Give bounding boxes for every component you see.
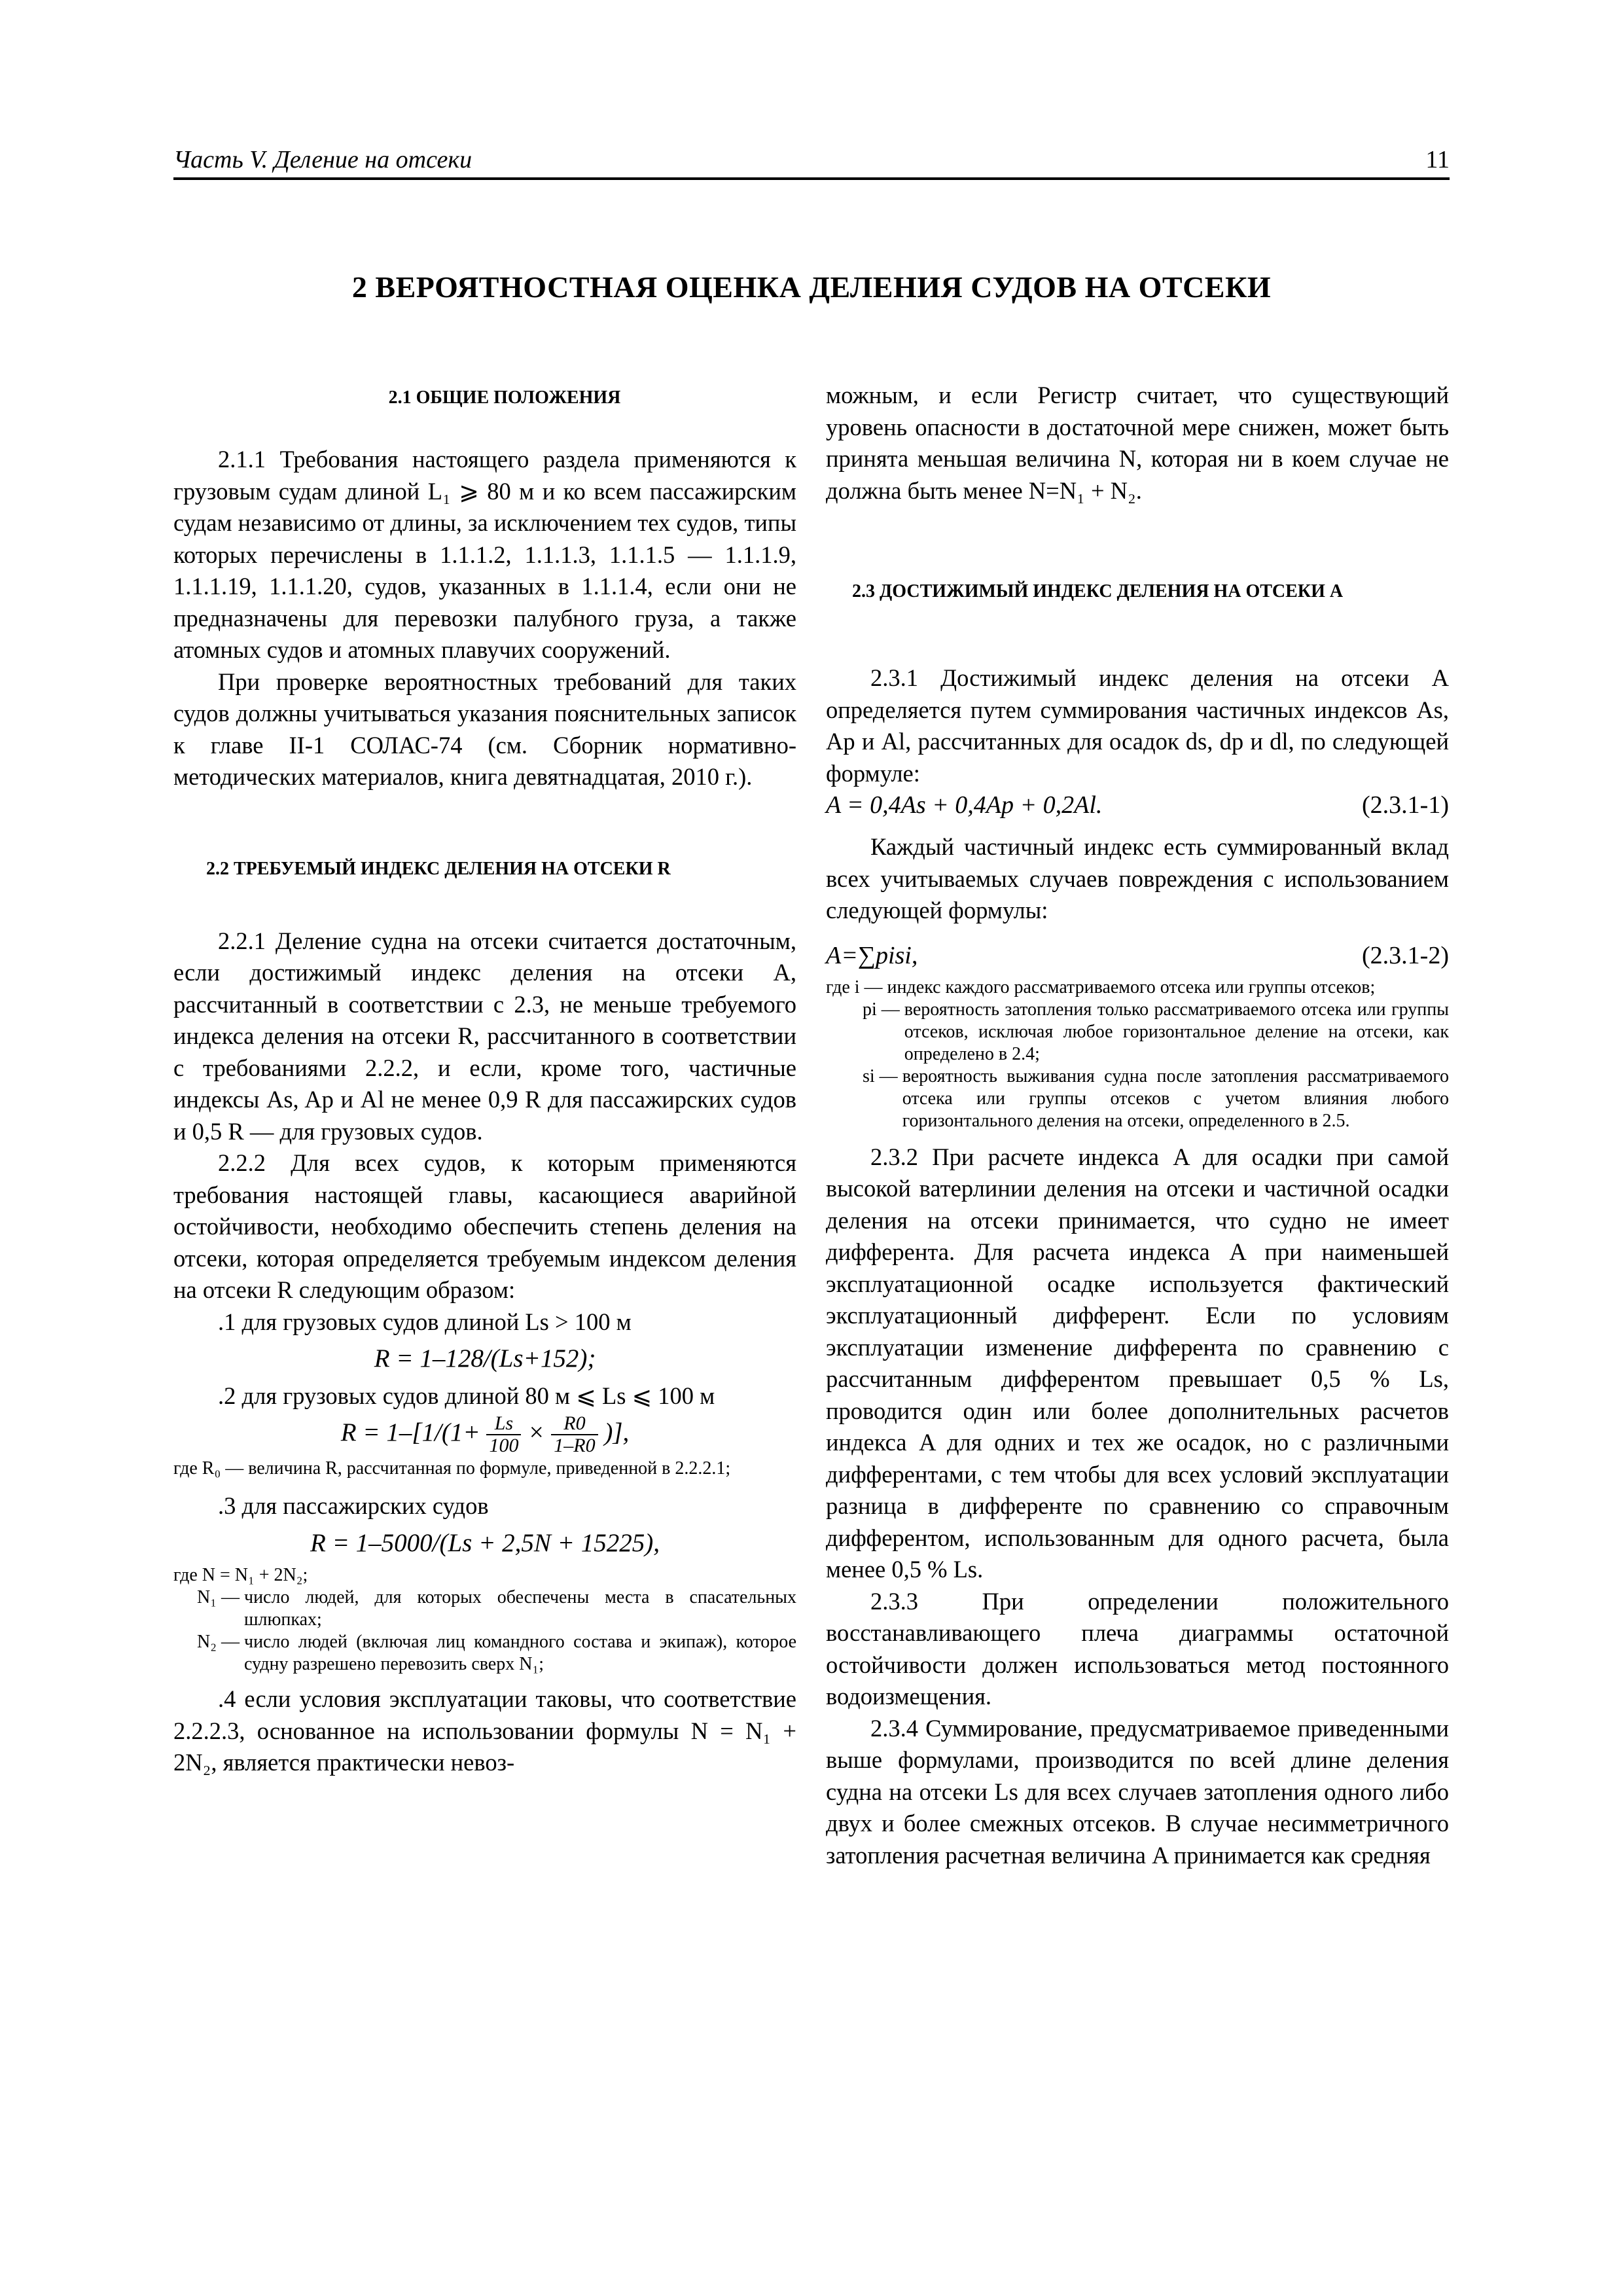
item-2-2-2-4: .4 если условия эксплуатации таковы, что соответствие 2.2.2.3, основанное на использовании формулы N = N₁ + 2N₂, является практически невоз-	[173, 1685, 796, 1776]
definitions-pi-si	[826, 977, 1449, 1132]
header-part-title: Часть V. Деление на отсеки	[173, 146, 473, 173]
definition-r0: где R₀ — величина R, рассчитанная по формуле, приведенной в 2.2.2.1;	[173, 1458, 731, 1479]
paragraph-2-2-2: 2.2.2 Для всех судов, к которым применяются требования настоящей главы, касающиеся аварийной остойчивости, необходимо обеспечить степень деления на отсеки, которая определяется требуемым индексом деления на отсеки R следующим образом:	[173, 1149, 796, 1303]
definition-n1: N₁ — число людей, для которых обеспечены места в спасательных шлюпках;	[197, 1587, 796, 1630]
section-2-3-title: 2.3 ДОСТИЖИМЫЙ ИНДЕКС ДЕЛЕНИЯ НА ОТСЕКИ A	[852, 581, 1344, 601]
paragraph-2-2-1: 2.2.1 Деление судна на отсеки считается достаточным, если достижимый индекс деления на отсеки A, рассчитанный в соответствии с 2.3, не меньше требуемого индекса деления на отсеки R, рассчитанного в соответствии с требованиями 2.2.2, и если, кроме того, частичные индексы As, Ap и Al не менее 0,9 R для пассажирских судов и 0,5 R — для грузовых судов.	[173, 927, 796, 1145]
formula-r-cargo-long: R = 1–128/(Ls+152);	[374, 1344, 596, 1372]
equation-attained-index: A = 0,4As + 0,4Ap + 0,2Al.	[826, 791, 1103, 819]
paragraph-2-3-1-partial: Каждый частичный индекс есть суммированный вклад всех учитываемых случаев повреждения с использованием следующей формулы:	[826, 833, 1449, 924]
definition-n: где N = N₁ + 2N₂;	[173, 1565, 308, 1585]
formula-r-cargo-medium: R = 1–[1/(1+ $\frac{Ls}{100}$ × $\frac{R0}{1-R0}$ )],	[340, 1412, 630, 1456]
definition-pi: pi — вероятность затопления только рассматриваемого отсека или группы отсеков, исключая любое горизонтальное деление на отсеки, как определено в 2.4;	[863, 999, 1449, 1064]
paragraph-2-1-1: 2.1.1 Требования настоящего раздела применяются к грузовым судам длиной L₁ ⩾ 80 м и ко всем пассажирским судам независимо от длины, за исключением тех судов, типы которых перечислены в 1.1.1.2, 1.1.1.3, 1.1.1.5 — 1.1.1.9, 1.1.1.19, 1.1.1.20, судов, указанных в 1.1.1.4, если они не предназначены для перевозки палубного груза, а также атомных судов и атомных плавучих сооружений.	[173, 446, 796, 663]
paragraph-2-2-2-4-continued: можным, и если Регистр считает, что существующий уровень опасности в достаточной мере снижен, может быть принята меньшая величина N, которая ни в коем случае не должна быть менее N=N₁ + N₂.	[826, 382, 1449, 504]
header-rule	[173, 177, 1450, 180]
definition-i: где i — индекс каждого рассматриваемого отсека или группы отсеков;	[826, 977, 1376, 997]
right-column	[826, 380, 1449, 1871]
item-2-2-2-3: .3 для пассажирских судов	[218, 1492, 489, 1519]
definition-si: si — вероятность выживания судна после затопления рассматриваемого отсека или группы отсеков с учетом влияния любого горизонтального деления на отсеки, определенного в 2.5.	[863, 1066, 1449, 1131]
section-2-2-title: 2.2 ТРЕБУЕМЫЙ ИНДЕКС ДЕЛЕНИЯ НА ОТСЕКИ R	[206, 858, 671, 879]
equation-2-3-1-1	[826, 789, 1449, 826]
paragraph-2-3-4: 2.3.4 Суммирование, предусматриваемое приведенными выше формулами, производится по всей длине деления судна на отсеки Ls для всех случаев затопления одного либо двух и более смежных отсеков. В случае несимметричного затопления расчетная величина A принимается как средняя	[826, 1714, 1449, 1869]
left-column	[173, 385, 796, 1779]
equation-number-2-3-1-1: (2.3.1-1)	[1362, 791, 1449, 819]
chapter-title: 2 ВЕРОЯТНОСТНАЯ ОЦЕНКА ДЕЛЕНИЯ СУДОВ НА ОТСЕКИ	[351, 270, 1272, 304]
equation-number-2-3-1-2: (2.3.1-2)	[1362, 941, 1449, 969]
item-2-2-2-2: .2 для грузовых судов длиной 80 м ⩽ Ls ⩽ 100 м	[218, 1382, 715, 1409]
paragraph-2-3-2: 2.3.2 При расчете индекса A для осадки при самой высокой ватерлинии деления на отсеки и частичной осадки деления на отсеки принимается, что судно не имеет дифферента. Для расчета индекса A при наименьшей эксплуатационной осадке используется фактический эксплуатационный дифферент. Если по условиям эксплуатации изменение дифферента по сравнению с рассчитанным дифферентом превышает 0,5 % Ls, проводится один или более дополнительных расчетов индекса A для одних и тех же осадок, но с различными дифферентами, с тем чтобы для всех условий эксплуатации разница в дифференте по сравнению со справочным дифферентом, использованным для одного расчета, была менее 0,5 % Ls.	[826, 1143, 1449, 1583]
page-number: 11	[1425, 146, 1450, 173]
equation-partial-index: A=∑pisi,	[826, 941, 918, 969]
definitions-n	[173, 1564, 796, 1676]
paragraph-2-1-1-note: При проверке вероятностных требований для таких судов должны учитываться указания пояснительных записок к главе II-1 СОЛАС-74 (см. Сборник нормативно-методических материалов, книга девятнадцатая, 2010 г.).	[173, 668, 796, 790]
formula-r-passenger: R = 1–5000/(Ls + 2,5N + 15225),	[310, 1528, 660, 1557]
item-2-2-2-1: .1 для грузовых судов длиной Ls > 100 м	[218, 1308, 632, 1335]
equation-2-3-1-2	[826, 940, 1449, 977]
paragraph-2-3-3: 2.3.3 При определении положительного восстанавливающего плеча диаграммы остаточной остойчивости должен использоваться метод постоянного водоизмещения.	[826, 1587, 1449, 1710]
definition-n2: N₂ — число людей (включая лиц командного состава и экипаж), которое судну разрешено перевозить сверх N₁;	[197, 1632, 796, 1674]
paragraph-2-3-1: 2.3.1 Достижимый индекс деления на отсеки A определяется путем суммирования частичных индексов As, Ap и Al, рассчитанных для осадок ds, dp и dl, по следующей формуле:	[826, 664, 1449, 787]
section-2-1-title: 2.1 ОБЩИЕ ПОЛОЖЕНИЯ	[388, 387, 621, 408]
